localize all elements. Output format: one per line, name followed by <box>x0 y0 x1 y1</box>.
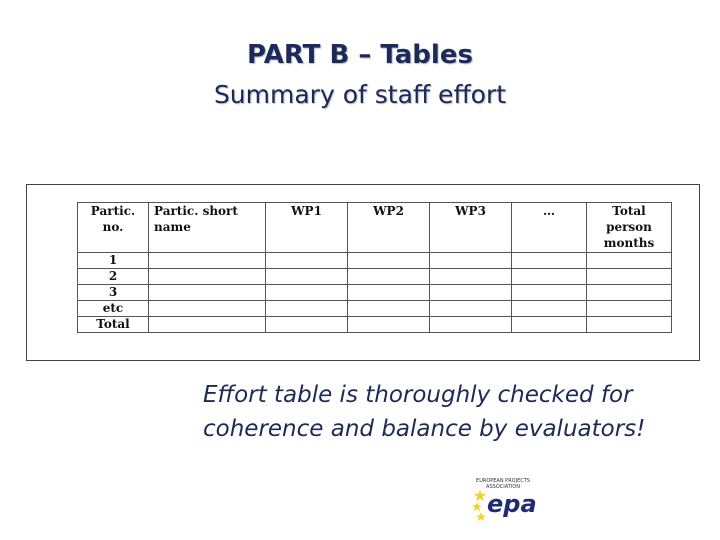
table-cell <box>430 253 512 269</box>
table-image-frame <box>26 184 700 361</box>
table-cell <box>266 285 348 301</box>
header-wp2: WP2 <box>348 203 430 253</box>
table-cell <box>149 269 266 285</box>
logo-caption: EUROPEAN PROJECTS ASSOCIATION <box>476 478 530 490</box>
table-cell: etc <box>78 301 149 317</box>
table-cell <box>149 317 266 333</box>
slide-title: PART B – Tables <box>247 40 473 70</box>
table-cell: Total <box>78 317 149 333</box>
table-cell <box>512 285 587 301</box>
table-cell <box>512 317 587 333</box>
header-partic-no: Partic. no. <box>78 203 149 253</box>
slide-subtitle: Summary of staff effort <box>213 80 507 109</box>
table-cell <box>149 285 266 301</box>
evaluator-note: Effort table is thoroughly checked for coherence and balance by evaluators! <box>203 382 646 442</box>
table-cell: 3 <box>78 285 149 301</box>
header-ellipsis: … <box>512 203 587 253</box>
table-row <box>78 285 672 301</box>
table-cell <box>587 285 672 301</box>
table-cell <box>430 301 512 317</box>
table-cell <box>587 253 672 269</box>
table-total-row <box>78 317 672 333</box>
table-cell <box>587 317 672 333</box>
table-cell <box>587 301 672 317</box>
table-cell <box>348 285 430 301</box>
header-wp1: WP1 <box>266 203 348 253</box>
table-cell <box>512 253 587 269</box>
table-row <box>78 301 672 317</box>
table-cell <box>266 317 348 333</box>
table-cell <box>512 301 587 317</box>
table-cell <box>587 269 672 285</box>
table-cell: 1 <box>78 253 149 269</box>
logo-text: epa <box>487 490 537 518</box>
table-header-row <box>78 203 672 253</box>
epa-logo <box>468 478 538 526</box>
table-cell <box>430 269 512 285</box>
table-row <box>78 269 672 285</box>
table-cell <box>348 301 430 317</box>
table-cell <box>430 285 512 301</box>
table-cell <box>512 269 587 285</box>
table-cell <box>149 301 266 317</box>
header-total-person-months: Total person months <box>587 203 672 253</box>
table-cell <box>348 269 430 285</box>
header-wp3: WP3 <box>430 203 512 253</box>
table-cell <box>266 301 348 317</box>
table-cell <box>430 317 512 333</box>
table-cell <box>348 253 430 269</box>
staff-effort-table <box>77 202 672 333</box>
header-partic-short-name: Partic. short name <box>149 203 266 253</box>
table-cell <box>266 269 348 285</box>
table-row <box>78 253 672 269</box>
star-icon <box>472 490 486 521</box>
table-cell <box>348 317 430 333</box>
table-cell <box>149 253 266 269</box>
table-cell: 2 <box>78 269 149 285</box>
table-cell <box>266 253 348 269</box>
